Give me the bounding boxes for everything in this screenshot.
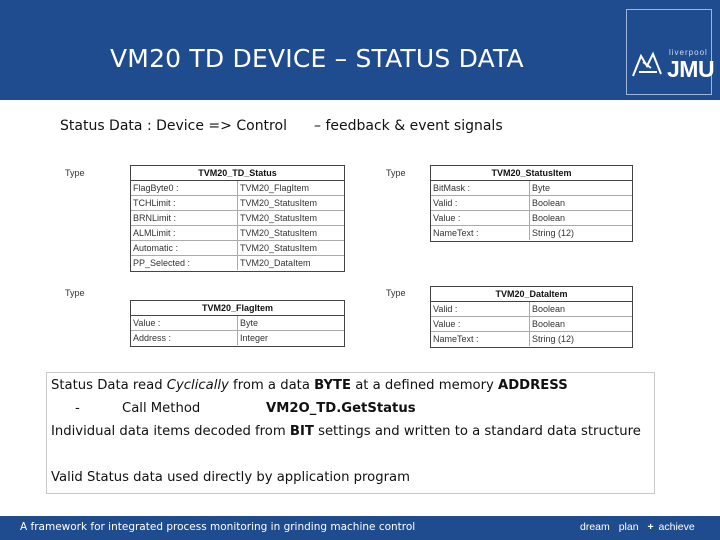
field-type: String (12) — [529, 332, 574, 346]
info-line-2-label: Call Method — [122, 401, 201, 416]
type-label: Type — [65, 288, 85, 298]
field-name: Valid : — [433, 304, 458, 314]
struct-field-row — [131, 316, 344, 331]
field-type: TVM20_StatusItem — [237, 196, 317, 210]
struct-field-row — [431, 226, 632, 241]
struct-field-row — [131, 331, 344, 346]
field-type: Integer — [237, 331, 268, 345]
struct-name: TVM20_TD_Status — [131, 166, 344, 181]
subtitle-left: Status Data : Device => Control — [60, 118, 287, 134]
field-name: BitMask : — [433, 183, 471, 193]
info-line-4: Valid Status data used directly by application program — [51, 470, 410, 485]
type-label: Type — [386, 288, 406, 298]
field-name: Valid : — [433, 198, 458, 208]
field-name: Value : — [133, 318, 161, 328]
struct-field-row — [131, 256, 344, 271]
struct-field-row — [431, 211, 632, 226]
field-type: Boolean — [529, 302, 565, 316]
struct-name: TVM20_StatusItem — [431, 166, 632, 181]
struct-td-status — [130, 165, 345, 272]
struct-field-row — [431, 317, 632, 332]
footer-logos — [580, 521, 701, 533]
field-type: String (12) — [529, 226, 574, 240]
type-label: Type — [65, 168, 85, 178]
info-line-2-dash: - — [75, 401, 80, 416]
struct-field-row — [431, 332, 632, 347]
info-box — [46, 372, 655, 494]
header-bar — [0, 0, 720, 100]
struct-field-row — [431, 196, 632, 211]
struct-flag-item — [130, 300, 345, 347]
ljmu-logo — [626, 9, 715, 95]
footer-logo-dream: dream — [580, 521, 610, 533]
struct-field-row — [131, 241, 344, 256]
field-name: ALMLimit : — [133, 228, 176, 238]
struct-name: TVM20_FlagItem — [131, 301, 344, 316]
struct-diagram — [41, 152, 652, 360]
field-name: NameText : — [433, 334, 479, 344]
field-name: TCHLimit : — [133, 198, 176, 208]
field-name: PP_Selected : — [133, 258, 191, 268]
field-type: Byte — [237, 316, 258, 330]
field-name: BRNLimit : — [133, 213, 177, 223]
footer-logo-plan: plan — [618, 521, 639, 533]
field-type: Byte — [529, 181, 550, 195]
logo-big-text: JMU — [667, 56, 715, 82]
struct-status-item — [430, 165, 633, 242]
struct-field-row — [131, 211, 344, 226]
field-name: Value : — [433, 213, 461, 223]
field-name: Value : — [433, 319, 461, 329]
struct-data-item — [430, 286, 633, 348]
footer-bar — [0, 516, 720, 540]
struct-field-row — [431, 181, 632, 196]
info-line-3: Individual data items decoded from BIT settings and written to a standard data structure — [51, 424, 641, 439]
info-line-1: Status Data read Cyclically from a data BYTE at a defined memory ADDRESS — [51, 378, 568, 393]
subtitle — [60, 118, 503, 134]
field-type: TVM20_FlagItem — [237, 181, 309, 195]
field-type: TVM20_StatusItem — [237, 241, 317, 255]
struct-field-row — [431, 302, 632, 317]
plus-icon: + — [647, 521, 654, 533]
liver-bird-icon — [631, 50, 665, 80]
field-name: NameText : — [433, 228, 479, 238]
field-name: FlagByte0 : — [133, 183, 179, 193]
logo-small-text: liverpool — [669, 48, 708, 57]
field-type: Boolean — [529, 211, 565, 225]
slide-title: VM20 TD DEVICE – STATUS DATA — [110, 44, 524, 73]
struct-name: TVM20_DataItem — [431, 287, 632, 302]
type-label: Type — [386, 168, 406, 178]
footer-text: A framework for integrated process monitoring in grinding machine control — [20, 521, 416, 533]
struct-field-row — [131, 196, 344, 211]
field-type: Boolean — [529, 196, 565, 210]
field-type: Boolean — [529, 317, 565, 331]
subtitle-right: – feedback & event signals — [314, 118, 503, 134]
field-type: TVM20_StatusItem — [237, 211, 317, 225]
info-line-2-method: VM2O_TD.GetStatus — [266, 401, 416, 416]
field-name: Automatic : — [133, 243, 179, 253]
field-type: TVM20_StatusItem — [237, 226, 317, 240]
field-name: Address : — [133, 333, 172, 343]
field-type: TVM20_DataItem — [237, 256, 311, 270]
footer-logo-achieve: achieve — [658, 521, 695, 533]
struct-field-row — [131, 181, 344, 196]
struct-field-row — [131, 226, 344, 241]
